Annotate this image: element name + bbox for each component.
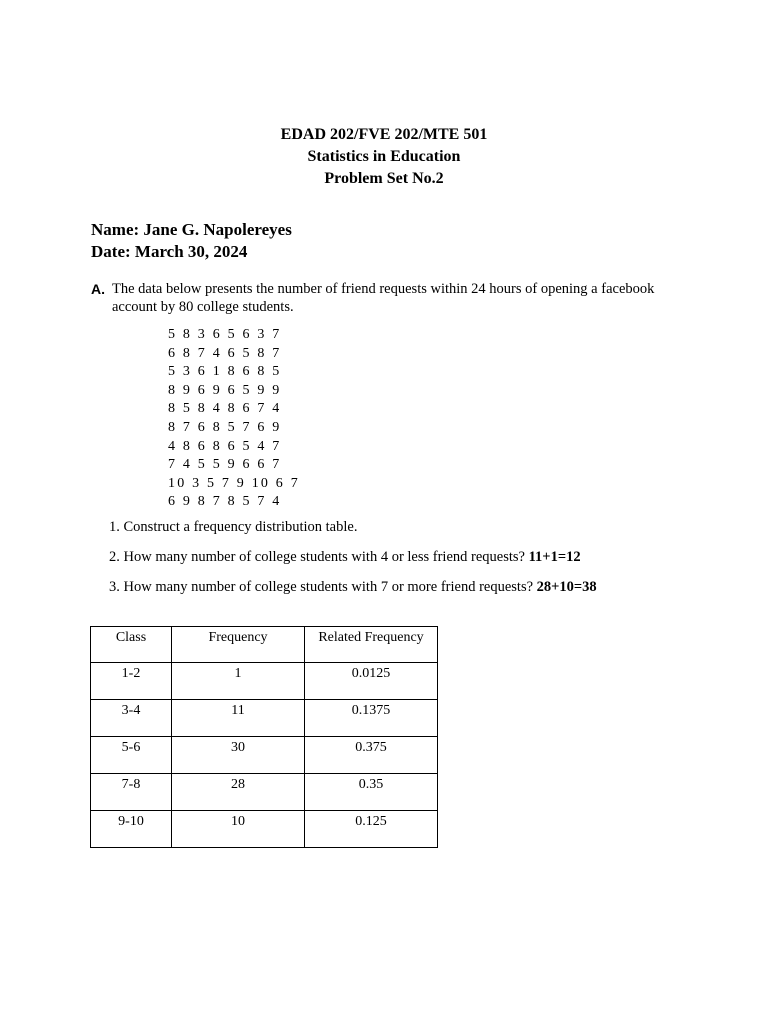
submission-date: Date: March 30, 2024 (91, 242, 248, 261)
data-row: 8 5 8 4 8 6 7 4 (168, 401, 282, 417)
data-row: 6 8 7 4 6 5 8 7 (168, 345, 282, 361)
question-1 (109, 518, 597, 548)
frequency-table (90, 626, 438, 848)
data-row: 5 8 3 6 5 6 3 7 (168, 327, 282, 342)
cell-class: 3-4 (91, 700, 172, 737)
table-row (91, 700, 438, 737)
problem-set-title: Problem Set No.2 (324, 170, 444, 187)
cell-related-frequency: 0.375 (305, 737, 438, 774)
question-answer: 11+1=12 (528, 549, 581, 565)
table-row (91, 811, 438, 848)
question-2 (109, 548, 597, 578)
student-name: Name: Jane G. Napolereyes (91, 220, 292, 239)
section-letter: A. (91, 281, 105, 297)
cell-frequency: 28 (172, 774, 305, 811)
student-info (91, 219, 292, 263)
data-row: 7 4 5 5 9 6 6 7 (168, 457, 282, 473)
subject-title: Statistics in Education (307, 148, 461, 165)
section-description: The data below presents the number of friend requests within 24 hours of opening a facebook account by 80 college students. (112, 281, 655, 315)
cell-class: 7-8 (91, 774, 172, 811)
question-list (109, 518, 597, 608)
header-class: Class (91, 627, 172, 663)
cell-class: 5-6 (91, 737, 172, 774)
table-header-row (91, 627, 438, 663)
document-header (0, 124, 768, 190)
course-code: EDAD 202/FVE 202/MTE 501 (280, 126, 488, 143)
header-frequency: Frequency (172, 627, 305, 663)
table-row (91, 774, 438, 811)
data-row: 4 8 6 8 6 5 4 7 (168, 438, 282, 454)
question-text: 2. How many number of college students with 4 or less friend requests? (109, 549, 525, 565)
cell-frequency: 10 (172, 811, 305, 848)
cell-related-frequency: 0.125 (305, 811, 438, 848)
table-row (91, 663, 438, 700)
cell-frequency: 30 (172, 737, 305, 774)
cell-class: 9-10 (91, 811, 172, 848)
question-text: 3. How many number of college students with 7 or more friend requests? (109, 579, 534, 595)
cell-related-frequency: 0.1375 (305, 700, 438, 737)
section-a (91, 280, 691, 316)
question-text: 1. Construct a frequency distribution table. (109, 519, 358, 535)
header-related-frequency: Related Frequency (305, 627, 438, 663)
cell-related-frequency: 0.35 (305, 774, 438, 811)
data-row: 10 3 5 7 9 10 6 7 (168, 475, 300, 491)
question-3 (109, 578, 597, 608)
data-row: 5 3 6 1 8 6 8 5 (168, 364, 282, 380)
data-row: 6 9 8 7 8 5 7 4 (168, 494, 282, 510)
cell-related-frequency: 0.0125 (305, 663, 438, 700)
cell-frequency: 1 (172, 663, 305, 700)
table-row (91, 737, 438, 774)
cell-frequency: 11 (172, 700, 305, 737)
cell-class: 1-2 (91, 663, 172, 700)
data-row: 8 7 6 8 5 7 6 9 (168, 419, 282, 435)
question-answer: 28+10=38 (536, 579, 597, 595)
raw-data-block (168, 326, 300, 512)
data-row: 8 9 6 9 6 5 9 9 (168, 382, 282, 398)
